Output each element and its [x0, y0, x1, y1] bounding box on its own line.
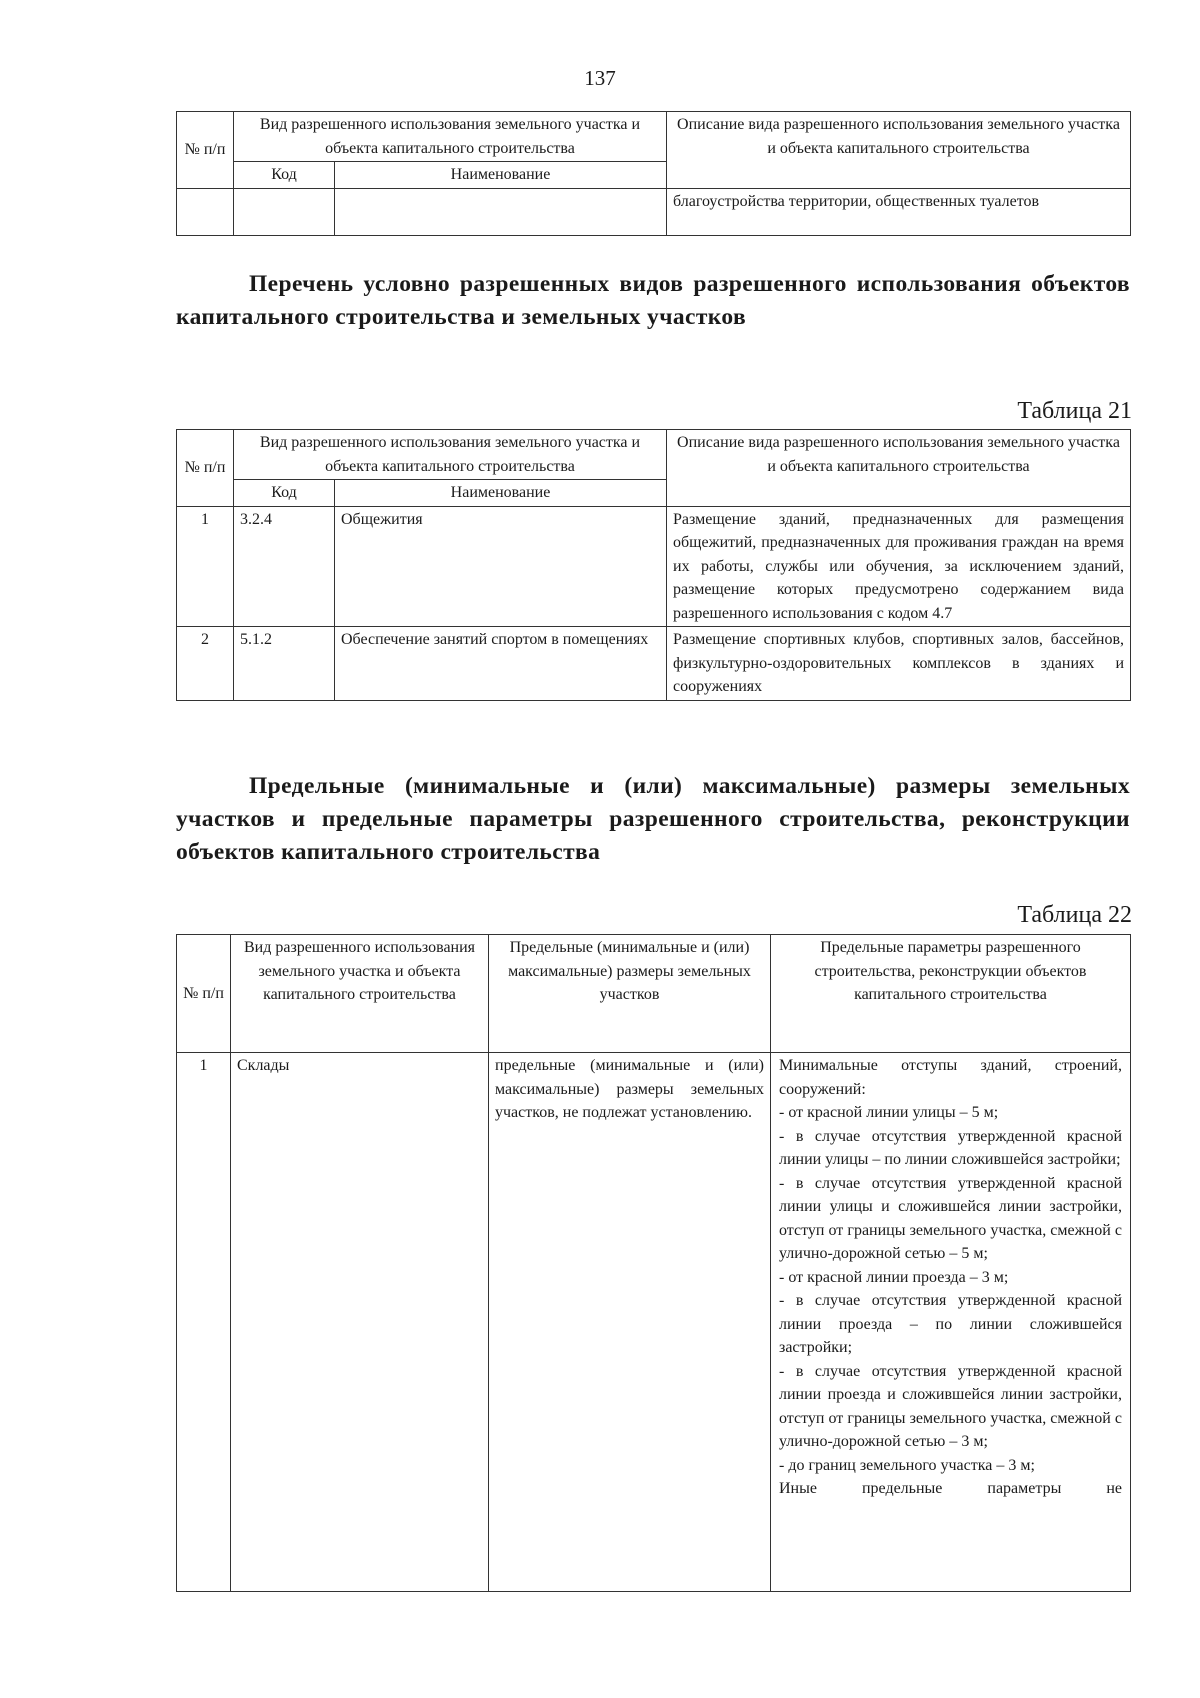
param-line: - от красной линии улицы – 5 м;	[779, 1104, 999, 1121]
param-line: - до границ земельного участка – 3 м;	[779, 1456, 1035, 1474]
cell-description: Размещение зданий, предназначенных для размещения общежитий, предназначенных для проживания граждан на время их работы, службы или обучения, за исключением зданий, размещение которых предусмотрено содержанием вида разрешенного использования с кодом 4.7	[667, 506, 1131, 627]
cell-name: Обеспечение занятий спортом в помещениях	[335, 627, 667, 701]
header-num: № п/п	[177, 112, 234, 189]
cell-num: 1	[177, 506, 234, 627]
table-21	[176, 429, 1131, 701]
table-row	[177, 506, 1131, 627]
cell-build-params	[771, 1053, 1131, 1592]
cell-num	[177, 188, 234, 235]
cell-code	[234, 188, 335, 235]
page-number: 137	[584, 66, 616, 90]
header-name: Наименование	[335, 480, 667, 507]
cell-name: Общежития	[335, 506, 667, 627]
cell-num: 1	[177, 1053, 231, 1592]
continued-table	[176, 111, 1131, 236]
cell-description: Размещение спортивных клубов, спортивных залов, бассейнов, физкультурно-оздоровительных комплексов в зданиях и сооружениях	[667, 627, 1131, 701]
header-build-params: Предельные параметры разрешенного строительства, реконструкции объектов капитального строительства	[771, 935, 1131, 1053]
header-code: Код	[234, 162, 335, 189]
table-21-label: Таблица 21	[1017, 398, 1132, 424]
table-row	[177, 627, 1131, 701]
section-heading-conditional-uses: Перечень условно разрешенных видов разрешенного использования объектов капитального строительства и земельных участков	[176, 271, 1130, 330]
param-line: Минимальные отступы зданий, строений, сооружений:	[779, 1057, 1122, 1098]
cell-plot-sizes: предельные (минимальные и (или) максимальные) размеры земельных участков, не подлежат установлению.	[489, 1053, 771, 1592]
cell-num: 2	[177, 627, 234, 701]
header-description: Описание вида разрешенного использования земельного участка и объекта капитального строительства	[667, 430, 1131, 507]
cell-code: 3.2.4	[234, 506, 335, 627]
cell-name	[335, 188, 667, 235]
cell-use: Склады	[231, 1053, 489, 1592]
header-use-group: Вид разрешенного использования земельного участка и объекта капитального строительства	[234, 430, 667, 480]
param-line: - от красной линии проезда – 3 м;	[779, 1268, 1009, 1286]
header-name: Наименование	[335, 162, 667, 189]
header-description: Описание вида разрешенного использования земельного участка и объекта капитального строительства	[667, 112, 1131, 189]
cell-code: 5.1.2	[234, 627, 335, 701]
header-num: № п/п	[177, 935, 231, 1053]
header-num: № п/п	[177, 430, 234, 507]
header-use: Вид разрешенного использования земельного участка и объекта капитального строительства	[231, 935, 489, 1053]
param-line: - в случае отсутствия утвержденной красной линии улицы и сложившейся линии застройки, отступ от границы земельного участка, смежной с улично-дорожной сетью – 5 м;	[779, 1174, 1122, 1262]
param-line: - в случае отсутствия утвержденной красной линии проезда – по линии сложившейся застройки;	[779, 1292, 1122, 1356]
table-row	[177, 1053, 1131, 1592]
header-code: Код	[234, 480, 335, 507]
section-heading-limit-sizes: Предельные (минимальные и (или) максимальные) размеры земельных участков и предельные параметры разрешенного строительства, реконструкции объектов капитального строительства	[176, 773, 1130, 865]
header-use-group: Вид разрешенного использования земельного участка и объекта капитального строительства	[234, 112, 667, 162]
cell-description: благоустройства территории, общественных туалетов	[667, 188, 1131, 235]
header-plot-sizes: Предельные (минимальные и (или) максимальные) размеры земельных участков	[489, 935, 771, 1053]
param-line: - в случае отсутствия утвержденной красной линии улицы – по линии сложившейся застройки;	[779, 1127, 1122, 1168]
table-22-label: Таблица 22	[1017, 902, 1132, 928]
param-line: Иные предельные параметры не	[779, 1480, 1122, 1497]
param-line: - в случае отсутствия утвержденной красной линии проезда и сложившейся линии застройки, отступ от границы земельного участка, смежной с улично-дорожной сетью – 3 м;	[779, 1362, 1122, 1450]
table-22	[176, 934, 1131, 1592]
